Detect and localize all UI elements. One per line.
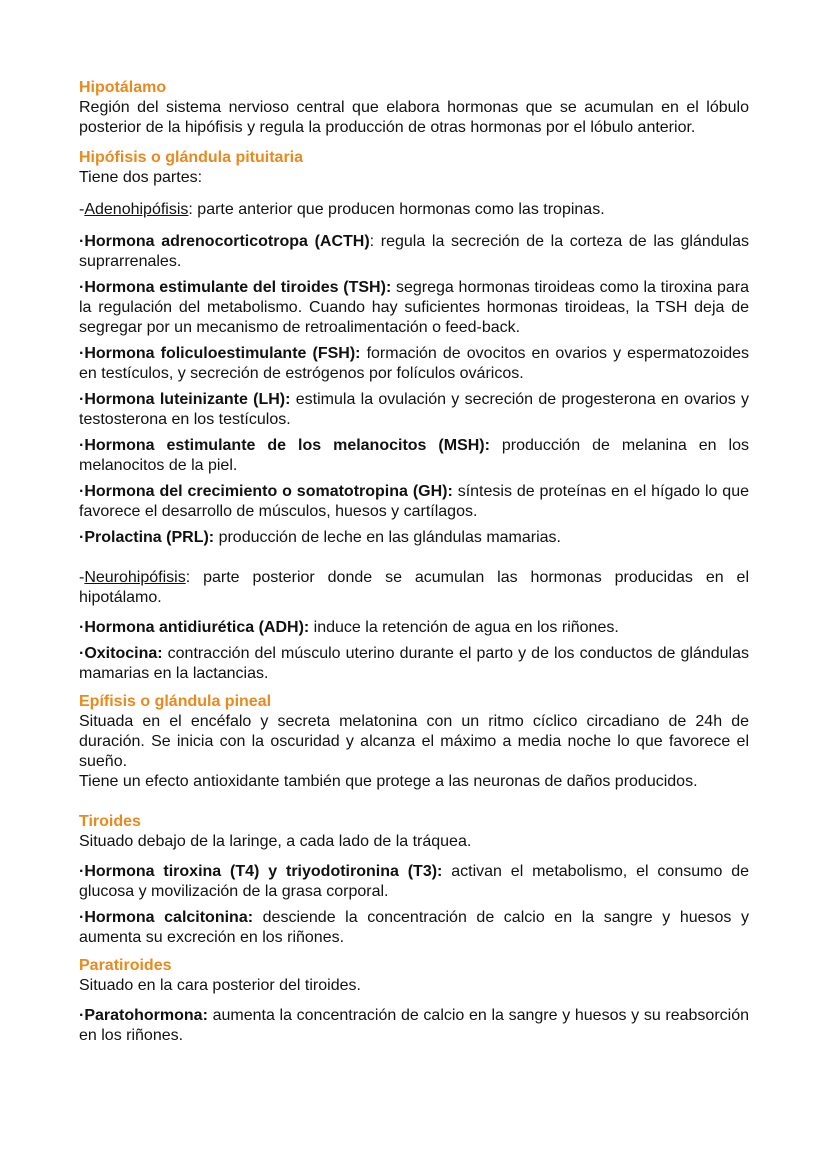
hormone-item-lh (79, 390, 749, 430)
neuro-prefix: - (79, 569, 85, 586)
hormone-item-tsh (79, 278, 749, 338)
hormone-desc: aumenta la concentración de calcio en la sangre y huesos y su reabsorción en los riñones. (79, 1007, 749, 1044)
hormone-item-acth (79, 232, 749, 272)
hipofisis-intro: Tiene dos partes: (79, 169, 203, 186)
hipotalamo-text: Región del sistema nervioso central que elabora hormonas que se acumulan en el lóbulo posterior de la hipófisis y regula la producción de otras hormonas por el lóbulo anterior. (79, 99, 749, 136)
hormone-item-msh (79, 436, 749, 476)
hormone-name: ·Prolactina (PRL): (79, 529, 215, 546)
epifisis-text1: Situada en el encéfalo y secreta melatonina con un ritmo cíclico circadiano de 24h de duración. Se inicia con la oscuridad y alcanza el máximo a media noche lo que favorece el sueño. (79, 713, 749, 770)
epifisis-text2: Tiene un efecto antioxidante también que protege a las neuronas de daños producidos. (79, 773, 698, 790)
hormone-desc: producción de leche en las glándulas mamarias. (214, 529, 561, 546)
adenohipofisis-line (79, 200, 749, 220)
hormone-desc: induce la retención de agua en los riñones. (309, 619, 619, 636)
hormone-name: ·Paratohormona: (79, 1007, 208, 1024)
adeno-label: Adenohipófisis (84, 201, 189, 218)
adeno-prefix: - (79, 201, 85, 218)
hormone-desc: desciende la concentración de calcio en la sangre y huesos y aumenta su excreción en los riñones. (79, 909, 750, 946)
section-title-epifisis: Epífisis o glándula pineal (79, 693, 272, 710)
hormone-name: ·Hormona foliculoestimulante (FSH): (79, 345, 361, 362)
hormone-desc: : regula la secreción de la corteza de las glándulas suprarrenales. (79, 233, 749, 270)
section-title-hipofisis: Hipófisis o glándula pituitaria (79, 149, 304, 166)
hormone-item-adh (79, 618, 749, 638)
hormone-desc: contracción del músculo uterino durante el parto y de los conductos de glándulas mamarias en la lactancias. (79, 645, 749, 682)
hormone-item-fsh (79, 344, 749, 384)
paratiroides-text: Situado en la cara posterior del tiroides. (79, 977, 361, 994)
adeno-text: : parte anterior que producen hormonas como las tropinas. (188, 201, 605, 218)
section-title-hipotalamo: Hipotálamo (79, 79, 167, 96)
hormone-desc: activan el metabolismo, el consumo de glucosa y movilización de la grasa corporal. (79, 863, 749, 900)
hormone-name: ·Hormona calcitonina: (79, 909, 254, 926)
hormone-name: ·Hormona del crecimiento o somatotropina (GH): (79, 483, 453, 500)
hormone-name: ·Oxitocina: (79, 645, 163, 662)
hormone-item-prl (79, 528, 749, 548)
neuro-text: : parte posterior donde se acumulan las hormonas producidas en el hipotálamo. (79, 569, 749, 606)
hormone-item-paratohormona (79, 1006, 749, 1046)
tiroides-text: Situado debajo de la laringe, a cada lado de la tráquea. (79, 833, 472, 850)
neuro-label: Neurohipófisis (84, 569, 186, 586)
hormone-name: ·Hormona estimulante del tiroides (TSH): (79, 279, 392, 296)
hormone-name: ·Hormona estimulante de los melanocitos (MSH): (79, 437, 490, 454)
hormone-item-calcitonina (79, 908, 749, 948)
hormone-desc: síntesis de proteínas en el hígado lo que favorece el desarrollo de músculos, huesos y cartílagos. (79, 483, 749, 520)
hormone-name: ·Hormona adrenocorticotropa (ACTH) (79, 233, 370, 250)
hormone-name: ·Hormona luteinizante (LH): (79, 391, 291, 408)
hormone-item-t4-t3 (79, 862, 749, 902)
section-title-tiroides: Tiroides (79, 813, 141, 830)
hormone-desc: producción de melanina en los melanocitos de la piel. (79, 437, 749, 474)
hormone-desc: formación de ovocitos en ovarios y espermatozoides en testículos, y secreción de estrógenos por folículos ováricos. (79, 345, 750, 382)
hormone-desc: segrega hormonas tiroideas como la tiroxina para la regulación del metabolismo. Cuando hay suficientes hormonas tiroideas, la TSH deja de segregar por un mecanismo de retroalimentación o feed-back. (79, 279, 750, 336)
section-title-paratiroides: Paratiroides (79, 957, 172, 974)
hormone-name: ·Hormona antidiurética (ADH): (79, 619, 310, 636)
hormone-item-gh (79, 482, 749, 522)
neurohipofisis-line (79, 568, 749, 608)
hormone-name: ·Hormona tiroxina (T4) y triyodotironina (T3): (79, 863, 443, 880)
hormone-item-oxitocina (79, 644, 749, 684)
hormone-desc: estimula la ovulación y secreción de progesterona en ovarios y testosterona en los testículos. (79, 391, 749, 428)
